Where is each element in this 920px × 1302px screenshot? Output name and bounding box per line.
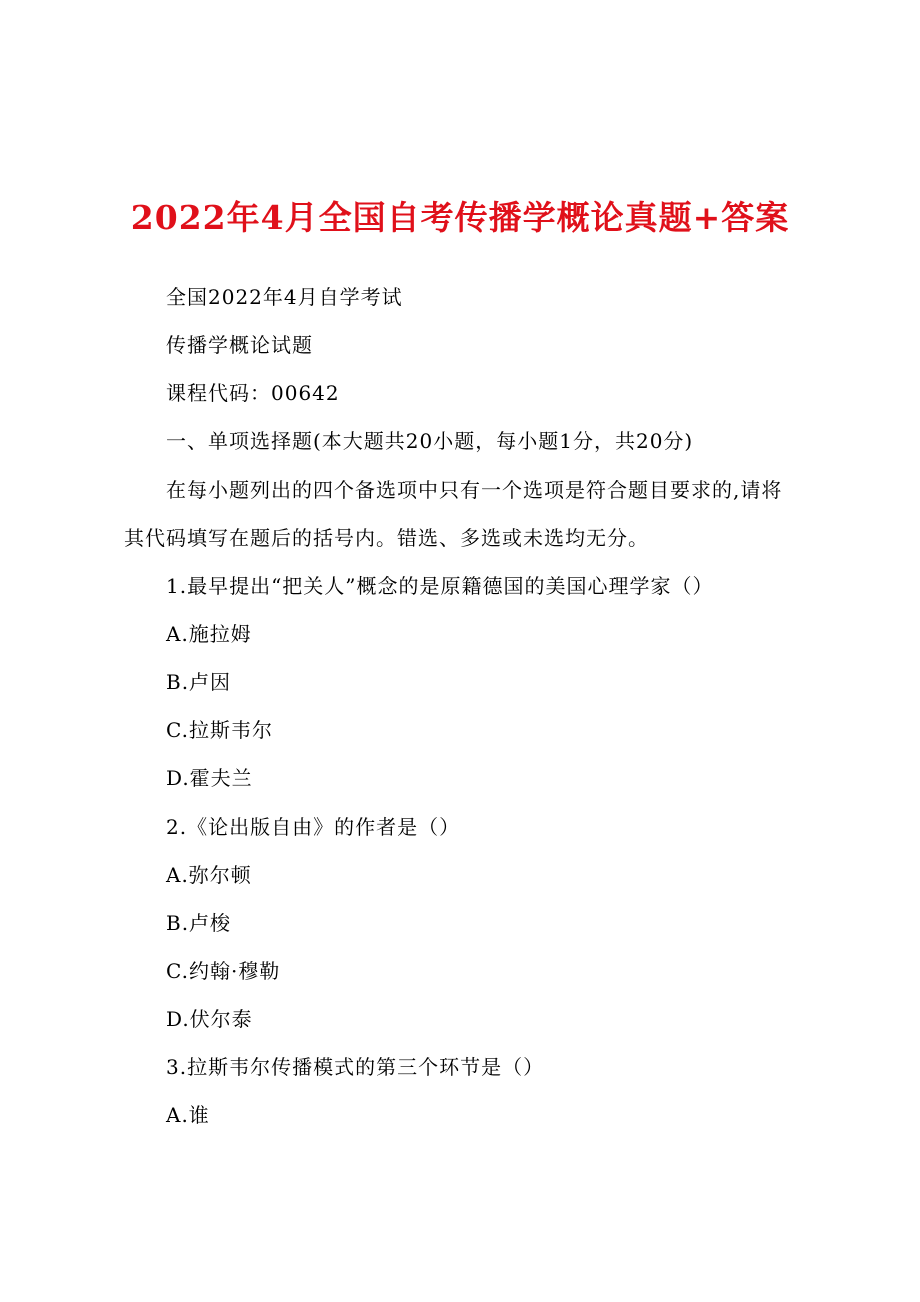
question-2-option-d: D.伏尔泰 — [166, 1007, 253, 1031]
question-1: 1.最早提出“把关人”概念的是原籍德国的美国心理学家（） — [166, 574, 714, 598]
question-1-option-b: B.卢因 — [166, 670, 232, 694]
document-title: 2022年4月全国自考传播学概论真题+答案 — [130, 198, 790, 237]
question-2: 2.《论出版自由》的作者是（） — [166, 815, 461, 839]
instruction-line-2: 其代码填写在题后的括号内。错选、多选或未选均无分。 — [124, 526, 649, 550]
section-heading: 一、单项选择题(本大题共20小题，每小题1分，共20分) — [166, 429, 694, 453]
question-2-option-b: B.卢梭 — [166, 911, 232, 935]
question-1-option-a: A.施拉姆 — [166, 622, 252, 646]
course-code: 课程代码：00642 — [166, 381, 340, 405]
exam-header: 全国2022年4月自学考试 — [166, 285, 403, 309]
instruction-line-1: 在每小题列出的四个备选项中只有一个选项是符合题目要求的,请将 — [166, 478, 783, 502]
question-2-option-c: C.约翰·穆勒 — [166, 959, 281, 983]
question-1-option-d: D.霍夫兰 — [166, 766, 253, 790]
exam-subject: 传播学概论试题 — [166, 333, 313, 357]
question-2-option-a: A.弥尔顿 — [166, 863, 252, 887]
question-3-option-a: A.谁 — [166, 1103, 210, 1127]
question-3: 3.拉斯韦尔传播模式的第三个环节是（） — [166, 1055, 545, 1079]
question-1-option-c: C.拉斯韦尔 — [166, 718, 273, 742]
